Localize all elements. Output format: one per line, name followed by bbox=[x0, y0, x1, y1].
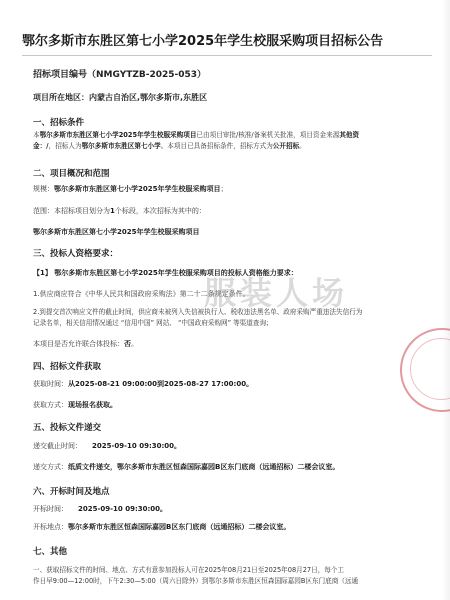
get-method-value: 现场报名获取。 bbox=[68, 401, 117, 409]
section-1-paragraph bbox=[33, 130, 419, 152]
text: 范围：本招标项目划分为 bbox=[33, 207, 110, 215]
deadline-label: 递交截止时间： bbox=[33, 442, 82, 450]
requirement-title bbox=[33, 268, 298, 278]
get-time-label: 获取时间： bbox=[33, 380, 68, 388]
project-number-label: 招标项目编号 bbox=[33, 70, 88, 80]
lot-name bbox=[33, 227, 199, 237]
location-label: 项目所在地区： bbox=[33, 93, 89, 102]
section-heading-6: 六、开标时间及地点 bbox=[33, 487, 110, 497]
text: 。 bbox=[299, 142, 306, 150]
scan-edge-shadow bbox=[442, 0, 450, 600]
text: 是否允许联合体投标： bbox=[54, 340, 124, 348]
section-heading-3: 三、投标人资格要求： bbox=[33, 249, 119, 259]
text: 本 bbox=[33, 131, 40, 139]
requirement-1: 1.供应商应符合《中华人民共和国政府采购法》第二十二条规定条件。 bbox=[33, 290, 250, 298]
consortium-row bbox=[33, 339, 138, 349]
location-value: 内蒙古自治区,鄂尔多斯市,东胜区 bbox=[89, 93, 208, 102]
scope-row bbox=[33, 206, 206, 216]
open-place-row bbox=[33, 522, 290, 532]
deadline-value: 2025-09-10 09:30:00。 bbox=[92, 442, 182, 450]
lot-count: 1 bbox=[110, 207, 115, 215]
section-7-paragraph bbox=[33, 565, 419, 587]
section-heading-4: 四、招标文件获取 bbox=[33, 362, 102, 372]
text: ，招标人为 bbox=[48, 142, 82, 150]
open-time-value: 2025-09-10 09:30:00。 bbox=[78, 505, 168, 513]
project-number-value: （NMGYTZB-2025-053） bbox=[87, 70, 207, 80]
scale-row bbox=[33, 184, 227, 194]
lot-value: 鄂尔多斯市东胜区第七小学2025年学生校服采购项目 bbox=[33, 228, 200, 236]
submit-method-row bbox=[33, 462, 339, 472]
section-heading-5: 五、投标文件递交 bbox=[33, 423, 102, 433]
watermark-text: 服装人场 bbox=[204, 274, 349, 312]
open-time-row bbox=[33, 504, 167, 514]
other-line-1: 一、获取招标文件的时间、地点、方式有意参加投标人可在2025年08月21日至2025年08月27日，每个工 bbox=[33, 566, 345, 574]
open-time-label: 开标时间： bbox=[33, 505, 68, 513]
requirement-2-line2: 记录名单，相关信用情况通过 “信用中国” 网站、 “中国政府采购网” 等渠道查询； bbox=[33, 319, 273, 327]
section-heading-2: 二、项目概况和范围 bbox=[33, 169, 110, 179]
requirement-2-line1: 2.到提交首次响应文件的截止时间，供应商未被列入失信被执行人、税收违法黑名单、政府采购严重违法失信行为 bbox=[33, 308, 363, 316]
project-location bbox=[33, 92, 207, 103]
text: 。本项目已具备招标条件，招标方式为 bbox=[160, 142, 273, 150]
deadline-row bbox=[33, 441, 181, 451]
get-time-row bbox=[33, 379, 253, 389]
submit-method-value: 纸质文件递交，鄂尔多斯市东胜区恒森国际嘉园B区东门底商（远通招标）二楼会议室。 bbox=[68, 463, 340, 471]
page-title: 鄂尔多斯市东胜区第七小学2025年学生校服采购项目招标公告 bbox=[22, 34, 384, 49]
consortium-value: 否 bbox=[124, 340, 131, 348]
tenderer-name: 鄂尔多斯市东胜区第七小学 bbox=[81, 142, 161, 150]
submit-method-label: 递交方式： bbox=[33, 463, 68, 471]
fund-source: 其他资 bbox=[339, 131, 360, 139]
section-heading-7: 七、其他 bbox=[33, 547, 68, 557]
other-line-2: 作日早9:00—12:00时，下午2:30—5:00（周六日除外）到鄂尔多斯市东胜区恒森国际嘉园B区东门底商（远通 bbox=[33, 577, 359, 585]
open-place-label: 开标地点： bbox=[33, 523, 68, 531]
text: ； bbox=[220, 185, 228, 193]
tender-method: 公开招标 bbox=[272, 142, 300, 150]
text: 。 bbox=[131, 340, 138, 348]
text: 个标段，本次招标为其中的： bbox=[114, 207, 206, 215]
section-heading-1: 一、招标条件 bbox=[33, 118, 85, 128]
requirement-2 bbox=[33, 307, 419, 329]
get-method-row bbox=[33, 400, 117, 410]
fund-source-cont: 金：/ bbox=[33, 142, 49, 150]
open-place-value: 鄂尔多斯市东胜区恒森国际嘉园B区东门底商（远通招标）二楼会议室。 bbox=[68, 523, 291, 531]
scale-value: 鄂尔多斯市东胜区第七小学2025年学生校服采购项目 bbox=[54, 185, 221, 193]
title-divider bbox=[22, 55, 432, 56]
text: 已由项目审批/核准/备案机关批准，项目资金来源 bbox=[196, 131, 340, 139]
project-name: 鄂尔多斯市东胜区第七小学2025年学生校服采购项目 bbox=[39, 131, 197, 139]
scale-label: 规模： bbox=[33, 185, 54, 193]
get-time-value: 从2025-08-21 09:00:00到2025-08-27 17:00:00。 bbox=[68, 380, 254, 388]
requirement-title-text: 【1】 鄂尔多斯市东胜区第七小学2025年学生校服采购项目的投标人资格能力要求： bbox=[33, 269, 298, 277]
text: 本项目 bbox=[33, 340, 54, 348]
project-number bbox=[33, 67, 206, 80]
get-method-label: 获取方式： bbox=[33, 401, 68, 409]
